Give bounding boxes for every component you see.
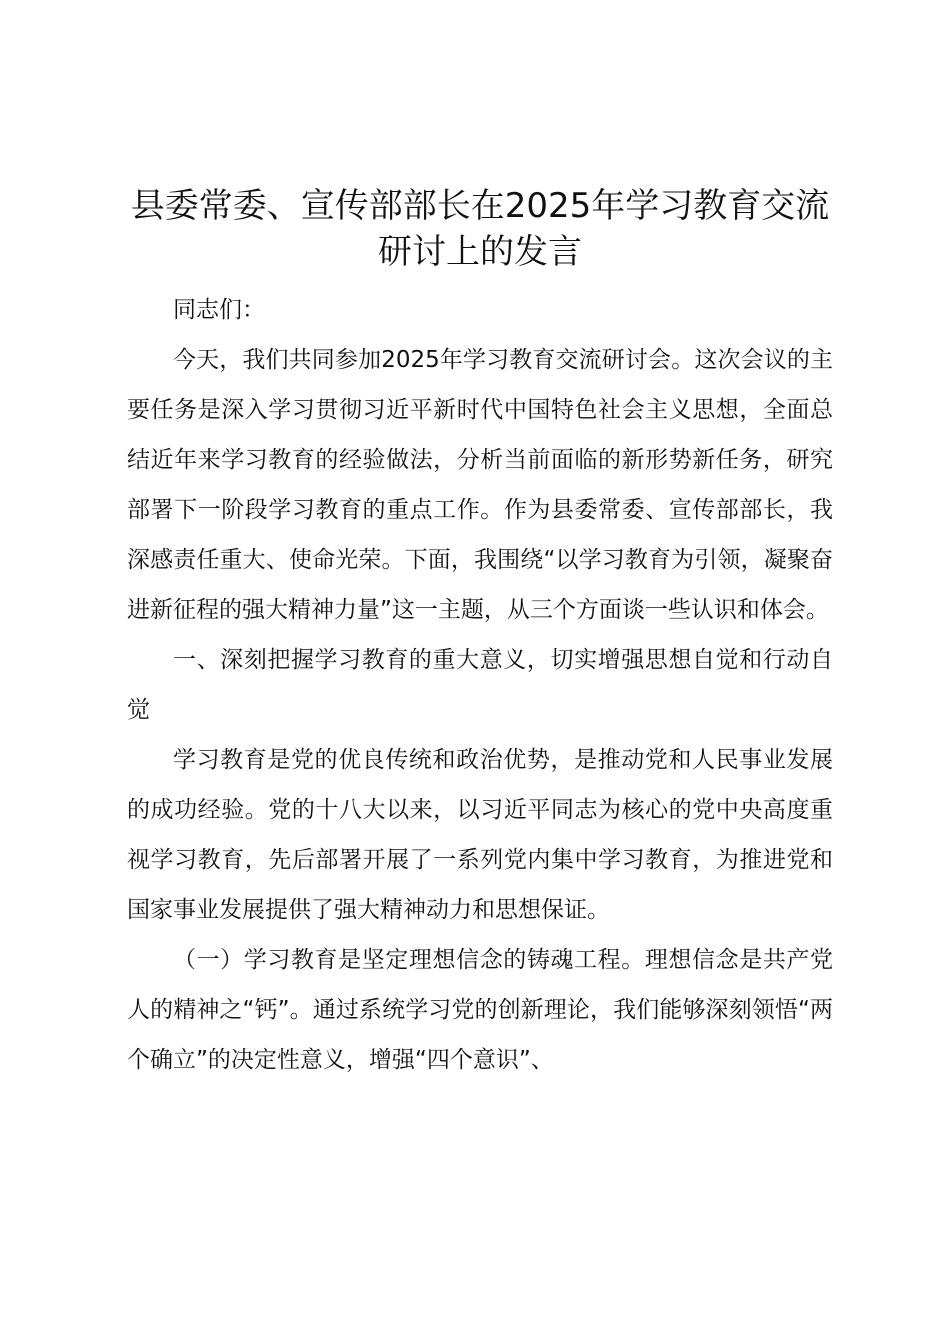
greeting: 同志们：: [173, 297, 265, 323]
document-title: 县委常委、宣传部部长在2025年学习教育交流研讨上的发言: [130, 186, 830, 272]
paragraph-subsection-one: （一）学习教育是坚定理想信念的铸魂工程。理想信念是共产党人的精神之“钙”。通过系统学习党的创新理论，我们能够深刻领悟“两个确立”的决定性意义，增强“四个意识”、: [127, 947, 833, 1073]
document-page: [127, 183, 833, 1085]
paragraph-intro: 今天，我们共同参加2025年学习教育交流研讨会。这次会议的主要任务是深入学习贯彻习近平新时代中国特色社会主义思想，全面总结近年来学习教育的经验做法，分析当前面临的新形势新任务，研究部署下一阶段学习教育的重点工作。作为县委常委、宣传部部长，我深感责任重大、使命光荣。下面，我围绕“以学习教育为引领，凝聚奋进新征程的强大精神力量”这一主题，从三个方面谈一些认识和体会。: [127, 347, 833, 623]
paragraph-significance: 学习教育是党的优良传统和政治优势，是推动党和人民事业发展的成功经验。党的十八大以来，以习近平同志为核心的党中央高度重视学习教育，先后部署开展了一系列党内集中学习教育，为推进党和国家事业发展提供了强大精神动力和思想保证。: [127, 747, 833, 923]
document-body: [127, 285, 833, 1085]
section-heading-one: 一、深刻把握学习教育的重大意义，切实增强思想自觉和行动自觉: [127, 647, 833, 723]
